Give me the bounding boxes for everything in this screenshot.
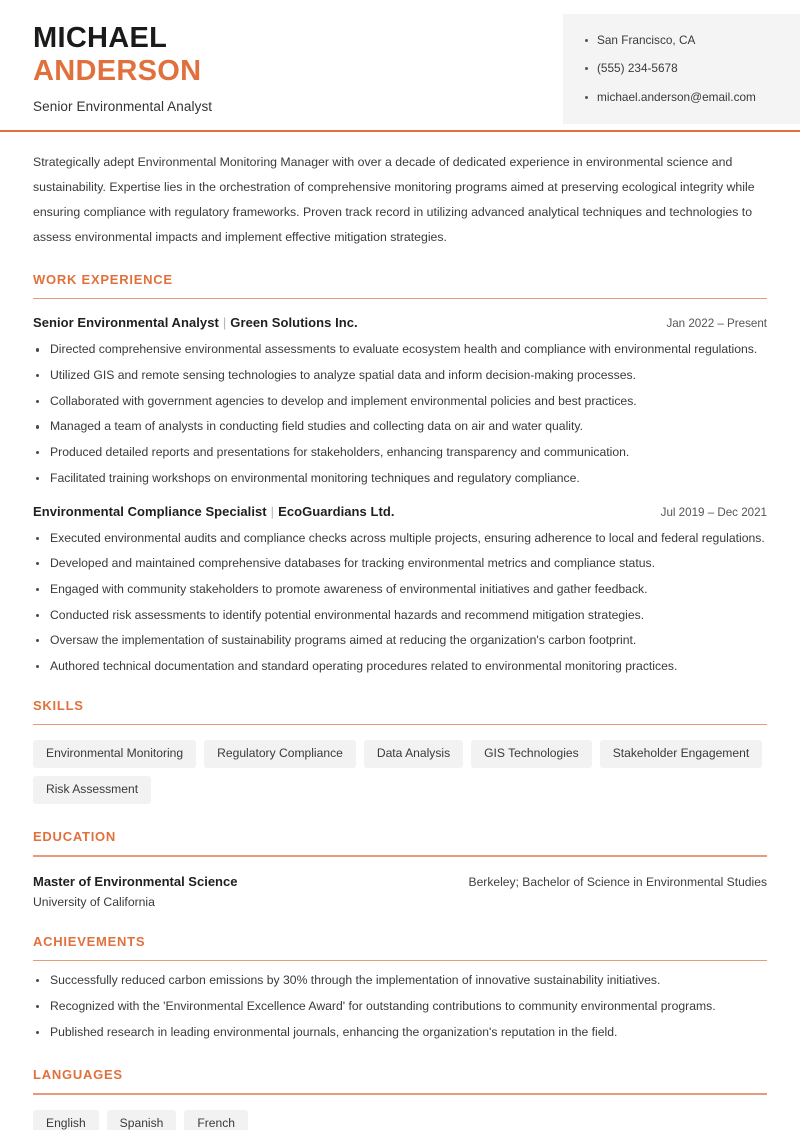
skills-tag-list (33, 740, 767, 804)
education-degree: Master of Environmental Science (33, 873, 238, 889)
skill-tag: Regulatory Compliance (204, 740, 356, 768)
experience-bullet: Produced detailed reports and presentations for stakeholders, enhancing transparency and communication. (33, 444, 767, 462)
skill-tag: Stakeholder Engagement (600, 740, 763, 768)
contact-location: San Francisco, CA (585, 33, 800, 48)
experience-bullet: Managed a team of analysts in conducting field studies and collecting data on air and water quality. (33, 418, 767, 436)
section-divider-languages (33, 1093, 767, 1095)
first-name: MICHAEL (33, 22, 168, 54)
title-separator: | (222, 315, 227, 331)
section-title-education: EDUCATION (33, 829, 117, 845)
title-separator: | (270, 503, 275, 519)
section-languages (33, 1067, 767, 1130)
experience-bullet: Engaged with community stakeholders to promote awareness of environmental initiatives and gather feedback. (33, 581, 767, 599)
experience-title-company (33, 504, 395, 519)
experience-bullet: Utilized GIS and remote sensing technologies to analyze spatial data and inform decision-making processes. (33, 367, 767, 385)
contact-email: michael.anderson@email.com (585, 90, 800, 105)
experience-title-company (33, 315, 358, 330)
experience-bullet: Oversaw the implementation of sustainability programs aimed at reducing the organization's carbon footprint. (33, 632, 767, 650)
professional-summary: Strategically adept Environmental Monitoring Manager with over a decade of dedicated experience in environmental science and sustainability. Expertise lies in the orchestration of comprehensive monitoring programs aimed at preserving ecological integrity while ensuring compliance with regulatory frameworks. Proven track record in utilizing advanced analytical techniques and technologies to assess environmental impacts and implement effective mitigation strategies. (33, 155, 755, 244)
achievement-bullet: Published research in leading environmental journals, enhancing the organization's reputation in the field. (33, 1024, 767, 1042)
section-achievements (33, 934, 767, 1042)
skill-tag: Risk Assessment (33, 776, 151, 804)
section-skills (33, 698, 767, 804)
contact-list (585, 33, 800, 105)
experience-company: EcoGuardians Ltd. (278, 503, 395, 519)
languages-tag-list (33, 1110, 767, 1130)
experience-role: Environmental Compliance Specialist (33, 503, 267, 519)
experience-entry (33, 504, 767, 676)
education-school: University of California (33, 894, 155, 909)
experience-bullets (33, 341, 767, 487)
experience-bullets (33, 530, 767, 676)
experience-bullet: Authored technical documentation and standard operating procedures related to environmental monitoring practices. (33, 658, 767, 676)
experience-entry (33, 315, 767, 487)
section-title-achievements: ACHIEVEMENTS (33, 933, 146, 949)
language-tag: English (33, 1110, 99, 1130)
section-title-work-experience: WORK EXPERIENCE (33, 271, 173, 287)
experience-bullet: Conducted risk assessments to identify potential environmental hazards and recommend mitigation strategies. (33, 607, 767, 625)
achievements-list (33, 972, 767, 1041)
skill-tag: GIS Technologies (471, 740, 592, 768)
experience-bullet: Collaborated with government agencies to develop and implement environmental policies and best practices. (33, 393, 767, 411)
contact-box (563, 14, 800, 124)
section-title-skills: SKILLS (33, 697, 84, 713)
contact-phone: (555) 234-5678 (585, 61, 800, 76)
education-entry (33, 874, 767, 889)
achievement-bullet: Recognized with the 'Environmental Excellence Award' for outstanding contributions to community environmental programs. (33, 998, 767, 1016)
section-divider-achievements (33, 960, 767, 962)
last-name: ANDERSON (33, 55, 202, 88)
skill-tag: Data Analysis (364, 740, 463, 768)
experience-bullet: Facilitated training workshops on environmental monitoring techniques and regulatory compliance. (33, 470, 767, 488)
experience-dates: Jul 2019 – Dec 2021 (660, 505, 767, 519)
section-work-experience (33, 272, 767, 676)
section-divider-skills (33, 724, 767, 726)
experience-bullet: Directed comprehensive environmental assessments to evaluate ecosystem health and compliance with environmental regulations. (33, 341, 767, 359)
section-title-languages: LANGUAGES (33, 1067, 123, 1083)
experience-bullet: Developed and maintained comprehensive databases for tracking environmental metrics and compliance status. (33, 555, 767, 573)
resume-header (0, 0, 800, 130)
experience-role: Senior Environmental Analyst (33, 315, 219, 331)
headline-job-title: Senior Environmental Analyst (33, 98, 213, 114)
experience-company: Green Solutions Inc. (230, 315, 358, 331)
language-tag: Spanish (107, 1110, 177, 1130)
skill-tag: Environmental Monitoring (33, 740, 196, 768)
section-divider-education (33, 855, 767, 857)
experience-bullet: Executed environmental audits and compliance checks across multiple projects, ensuring adherence to local and federal regulations. (33, 530, 767, 548)
resume-content (0, 132, 800, 1130)
achievement-bullet: Successfully reduced carbon emissions by 30% through the implementation of innovative sustainability initiatives. (33, 972, 767, 990)
education-extra: Berkeley; Bachelor of Science in Environmental Studies (468, 874, 767, 889)
language-tag: French (184, 1110, 248, 1130)
section-education (33, 829, 767, 909)
section-divider-work-experience (33, 298, 767, 300)
identity-block (0, 0, 212, 114)
experience-dates: Jan 2022 – Present (666, 317, 767, 331)
